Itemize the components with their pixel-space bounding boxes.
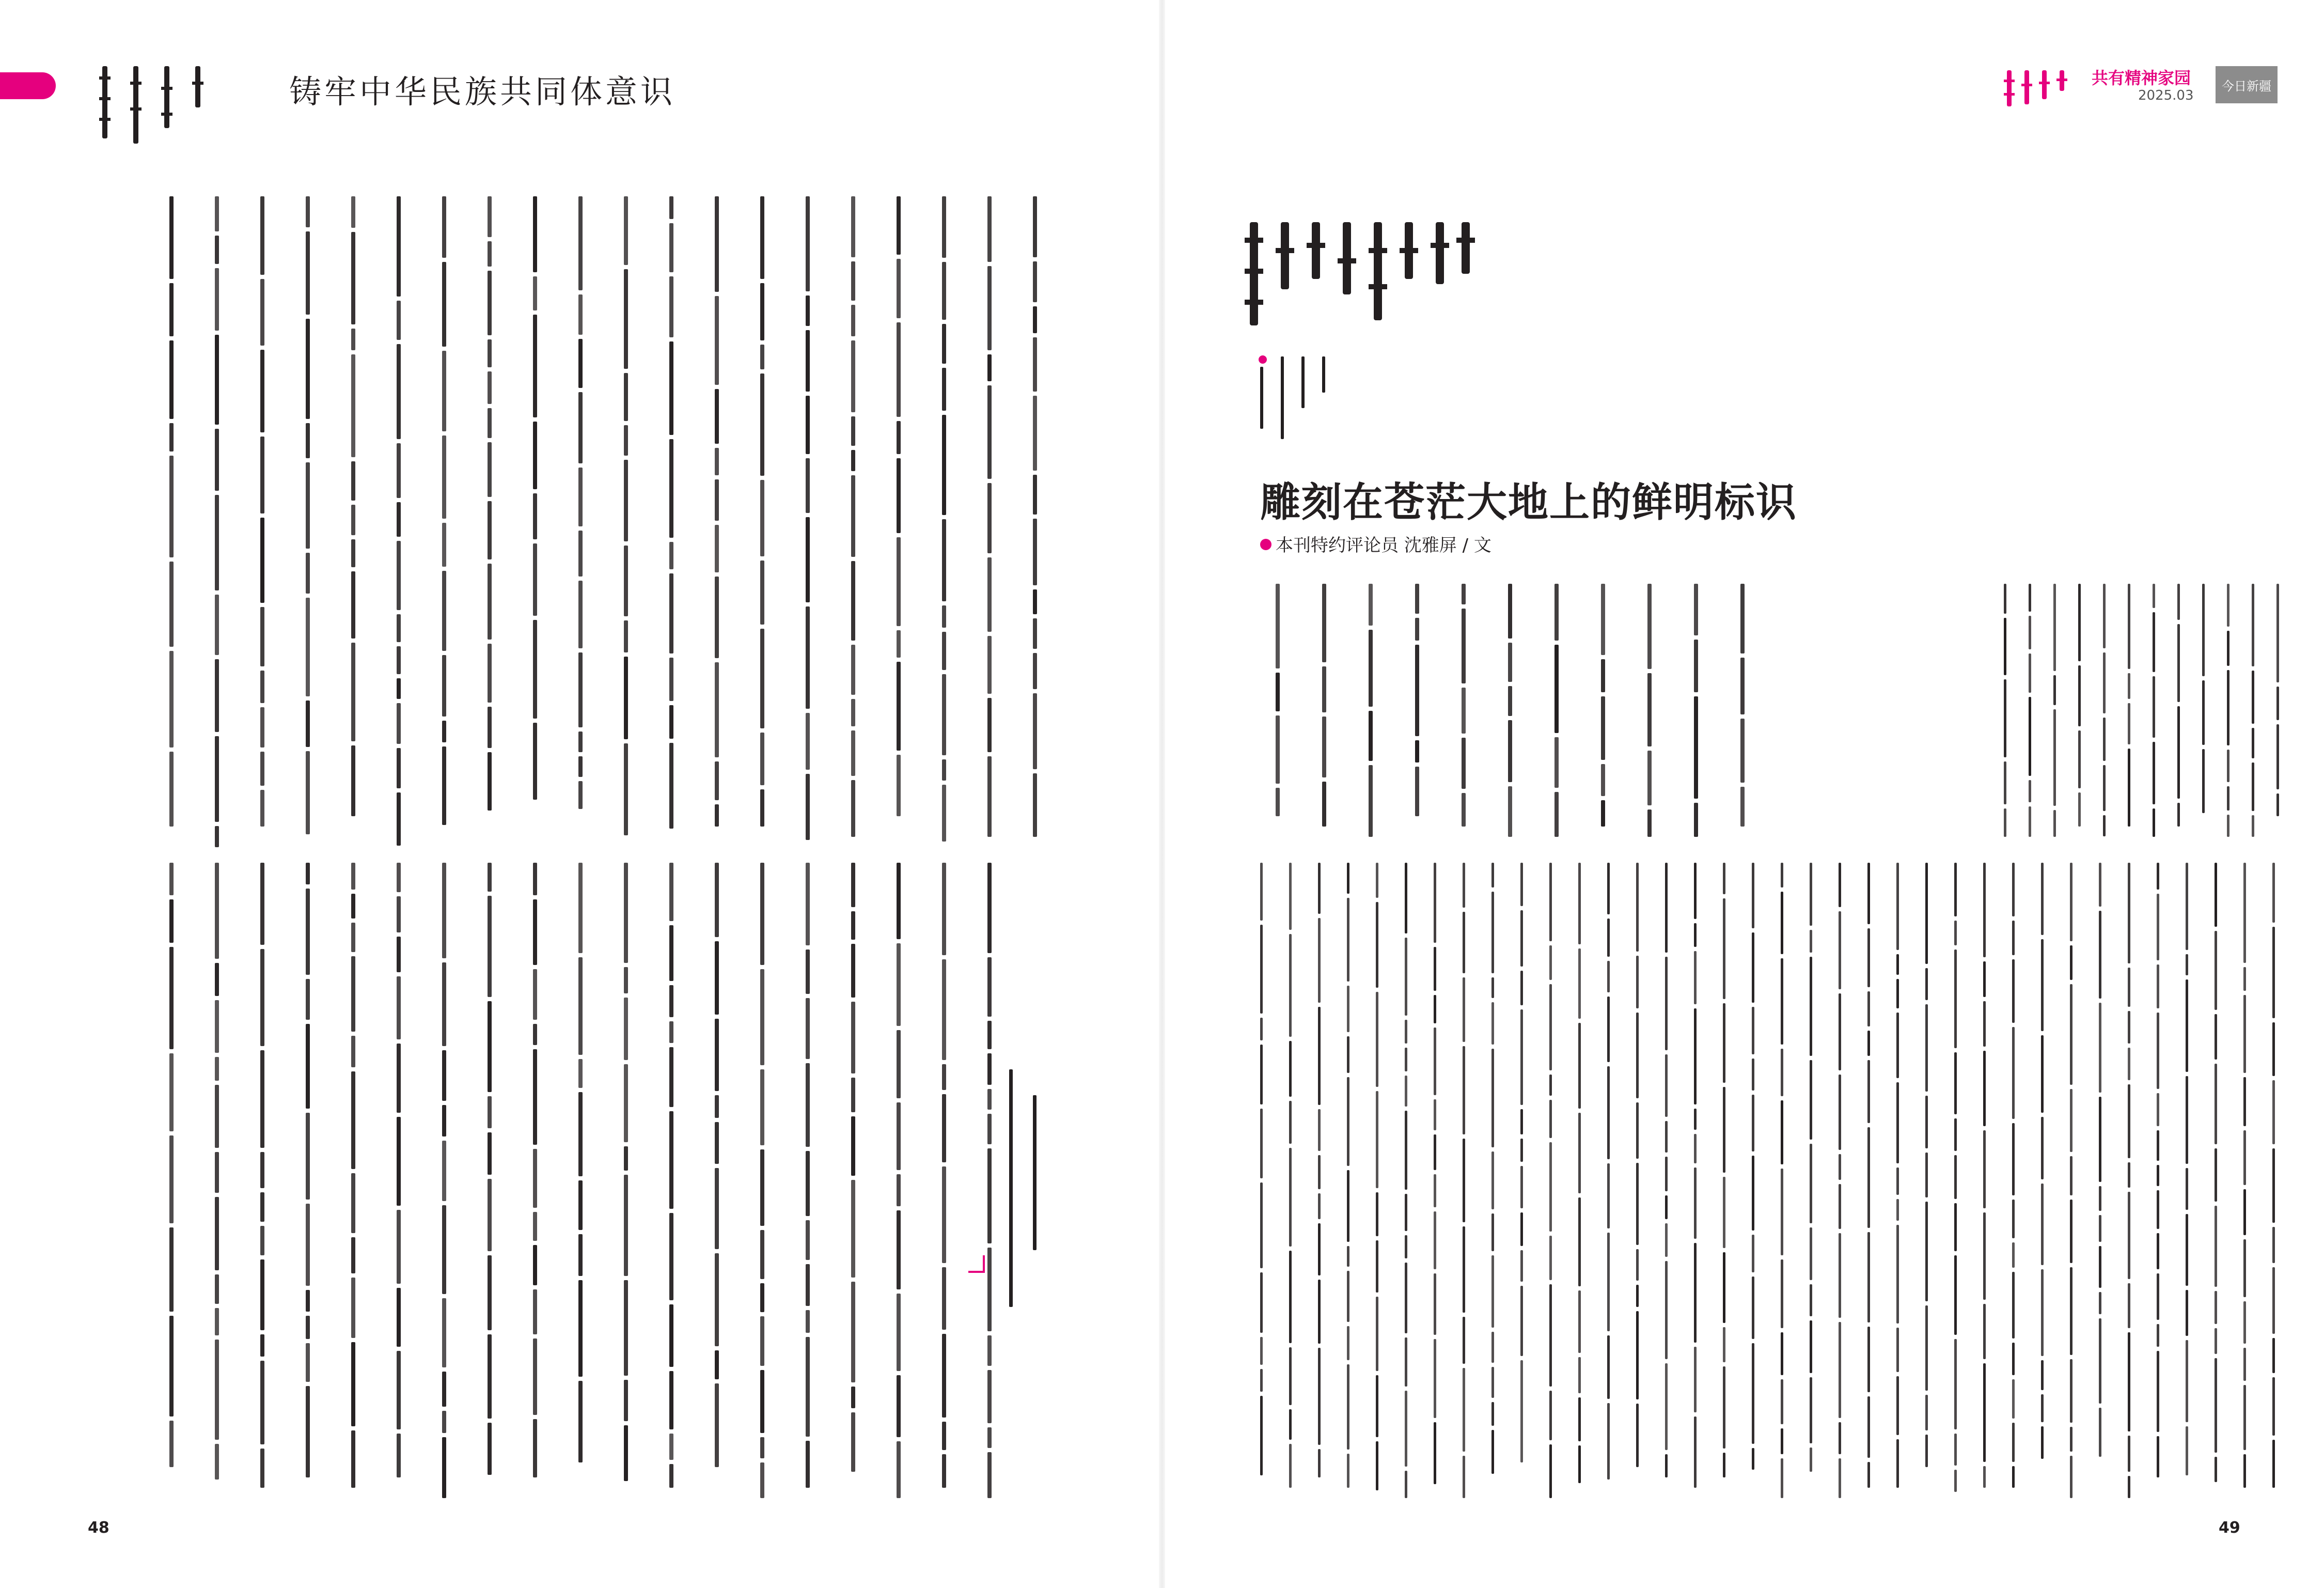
text-line — [169, 196, 179, 831]
section-tab — [0, 72, 56, 99]
text-line — [624, 196, 633, 839]
text-line — [578, 863, 588, 1467]
brand-mongolian-label — [2004, 68, 2076, 108]
page-number-right: 49 — [2219, 1519, 2240, 1537]
text-line — [942, 863, 951, 1492]
text-line — [306, 196, 315, 838]
text-line — [1520, 863, 1530, 1467]
text-line — [1369, 584, 1378, 841]
article-byline — [1260, 531, 1491, 556]
text-line — [351, 863, 360, 1492]
text-line — [1694, 863, 1703, 1492]
text-line — [533, 863, 542, 1482]
page-gutter — [1159, 0, 1165, 1588]
text-line — [2243, 863, 2253, 1492]
text-line — [1925, 863, 1935, 1471]
text-line — [1376, 863, 1385, 1494]
text-line — [1260, 863, 1269, 1480]
text-line — [669, 863, 679, 1492]
text-line — [1463, 863, 1472, 1502]
text-line — [715, 196, 724, 831]
text-line — [442, 196, 451, 829]
text-line — [851, 863, 860, 1476]
text-line — [488, 196, 497, 815]
text-line — [760, 196, 770, 831]
text-line — [2153, 584, 2162, 841]
text-line — [987, 196, 997, 841]
brand-title: 共有精神家园 — [2092, 68, 2191, 88]
text-line — [397, 196, 406, 850]
text-line — [1601, 584, 1610, 831]
mongolian-article-title — [1239, 217, 1477, 336]
text-line — [260, 863, 270, 1492]
text-line — [1740, 584, 1750, 831]
text-line — [1810, 863, 1819, 1476]
text-line — [1647, 584, 1657, 841]
byline-dot-icon — [1260, 539, 1271, 550]
text-line — [1405, 863, 1414, 1502]
text-line — [1578, 863, 1588, 1487]
text-line — [851, 196, 860, 841]
mongolian-byline — [1250, 351, 1332, 444]
text-line — [897, 863, 906, 1502]
text-line — [1276, 584, 1285, 820]
brand-logo: 今日新疆 — [2216, 66, 2278, 103]
text-line — [1636, 863, 1645, 1471]
text-line — [215, 863, 224, 1484]
text-line — [1896, 863, 1906, 1492]
text-line — [351, 196, 360, 820]
text-line — [1289, 863, 1298, 1492]
text-line — [760, 863, 770, 1502]
mongolian-section-label — [97, 61, 283, 149]
text-line — [2202, 584, 2211, 817]
text-line — [2276, 584, 2286, 820]
text-line — [488, 863, 497, 1479]
text-line — [1549, 863, 1559, 1502]
text-line — [1033, 196, 1042, 841]
article-title: 雕刻在苍茫大地上的鲜明标识 — [1260, 479, 1798, 526]
text-line — [1491, 863, 1501, 1478]
text-line — [169, 863, 179, 1471]
text-line — [2078, 584, 2087, 831]
text-line — [2053, 584, 2063, 841]
issue-date: 2025.03 — [2138, 88, 2194, 103]
text-line — [1867, 863, 1877, 1492]
text-line — [2128, 584, 2137, 831]
text-line — [806, 196, 815, 844]
text-line — [2177, 584, 2187, 831]
text-line — [2157, 863, 2166, 1482]
text-line — [1723, 863, 1732, 1482]
text-line — [806, 863, 815, 1492]
text-line — [2099, 863, 2108, 1461]
text-line — [2215, 863, 2224, 1486]
text-line — [942, 196, 951, 846]
text-line — [1954, 863, 1964, 1496]
text-line — [897, 196, 906, 820]
text-line — [533, 196, 542, 804]
text-line — [1781, 863, 1790, 1502]
text-line — [1752, 863, 1761, 1474]
text-line — [1318, 863, 1327, 1482]
text-line — [1694, 584, 1703, 841]
page-number-left: 48 — [88, 1519, 109, 1537]
text-line — [1554, 584, 1564, 841]
text-line — [1415, 584, 1424, 820]
text-line — [1665, 863, 1674, 1482]
text-line — [397, 863, 406, 1482]
text-line — [987, 863, 997, 1502]
text-line — [215, 196, 224, 851]
text-line — [1508, 584, 1517, 841]
text-line — [442, 863, 451, 1502]
byline-text: 本刊特约评论员 沈雅屏 / 文 — [1276, 535, 1491, 556]
text-line — [2252, 584, 2261, 841]
text-line — [2128, 863, 2137, 1502]
text-line — [1462, 584, 1471, 831]
text-line — [578, 196, 588, 813]
text-line — [2272, 863, 2282, 1492]
text-line — [2070, 863, 2079, 1502]
end-of-article-icon — [968, 1255, 985, 1273]
text-line — [1607, 863, 1616, 1484]
text-line — [669, 196, 679, 833]
text-line — [1347, 863, 1356, 1492]
text-line — [1983, 863, 1992, 1492]
text-line — [1322, 584, 1331, 831]
section-title: 铸牢中华民族共同体意识 — [289, 73, 676, 111]
text-line — [1839, 863, 1848, 1502]
text-line — [2186, 863, 2195, 1480]
text-line — [624, 863, 633, 1485]
text-line — [1434, 863, 1443, 1488]
text-line — [2029, 584, 2038, 841]
text-line — [715, 863, 724, 1471]
text-line — [2227, 584, 2236, 841]
text-line — [2103, 584, 2112, 840]
text-line — [260, 196, 270, 831]
text-line — [2041, 863, 2050, 1463]
text-line — [2004, 584, 2013, 841]
text-line — [306, 863, 315, 1482]
editor-note — [1002, 1064, 1048, 1312]
text-line — [2012, 863, 2021, 1492]
